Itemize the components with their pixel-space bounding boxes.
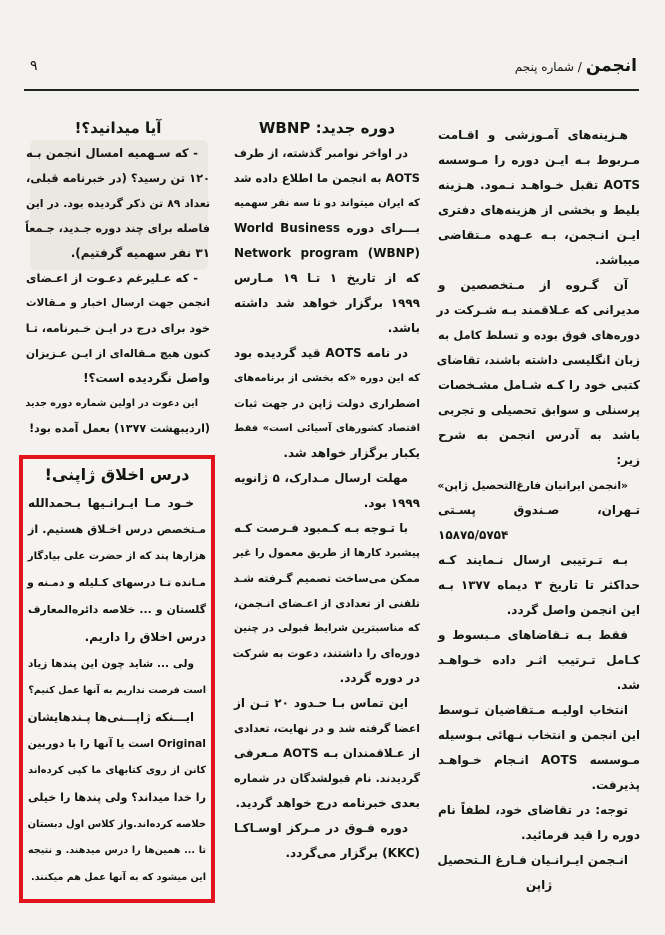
text-line: AOTS به انجمن ما اطلاع داده شد: [233, 171, 420, 185]
text-line: زیر:: [616, 453, 640, 467]
text-line: ۱۹۹۹ بود.: [363, 496, 420, 510]
newsletter-title: انجمن: [585, 56, 637, 76]
text-line: مـتخصص درس اخـلاق هستیم. از: [28, 522, 206, 536]
text-line: آن گـروه از مـتخصصین و: [438, 278, 628, 292]
newsletter-header: [515, 56, 637, 76]
text-line: کنون هیچ مـقاله‌ای از ایـن عـزیزان: [25, 347, 210, 360]
text-line: این دعوت در اولین شماره دوره جدید: [25, 398, 198, 409]
paragraph: [234, 516, 420, 691]
text-line: ژاپن: [525, 878, 553, 892]
paragraph: [438, 798, 640, 848]
text-line: بـــرای دوره World Business: [234, 221, 420, 235]
paragraph: [26, 141, 210, 266]
text-line: که مناسبترین شرایط قبولی در چنین: [234, 623, 420, 634]
text-line: درس اخلاق را داریم.: [84, 629, 206, 644]
text-line: ایـــنکه ژاپـــنی‌ها پـندهایشان: [27, 710, 194, 725]
text-line: گلستان و ... خلاصه دائره‌المعارف: [28, 603, 206, 617]
text-line: انتخاب اولیـه مـتقاضیان تـوسط: [438, 703, 628, 717]
text-line: زبان انگلیسی داشته باشند، تقاضای: [436, 353, 640, 367]
text-line: تـهران، صـندوق پسـتی: [438, 503, 640, 517]
text-line: با تـوجه بـه کـمبود فـرصت کـه: [234, 521, 408, 535]
article-did-you-know: [26, 115, 210, 441]
text-line: انجمن جهت ارسال اخبار و مـقالات: [26, 297, 210, 309]
text-line: کتبی خود را کـه شـامل مشـخصات: [438, 378, 640, 392]
paragraph: [438, 623, 640, 698]
text-line: ممکن می‌ساخت تصمیم گـرفته شـد: [233, 572, 420, 585]
paragraph: [438, 848, 640, 898]
text-line: پیشبرد کارها از طریق معمول را غیر: [233, 547, 420, 559]
text-line: فقط بـه تـقاضاهای مـبسوط و: [438, 628, 628, 642]
paragraph: [234, 466, 420, 516]
text-line: در دوره گردد.: [339, 671, 420, 685]
text-line: هـزینه‌های آمـوزشی و اقـامت: [438, 128, 628, 142]
text-line: کـامل تـرتیب اثـر داده خـواهـد: [438, 653, 640, 667]
text-line: مـوسسه AOTS انـجام خـواهـد: [438, 753, 640, 767]
text-line: میباشد.: [594, 253, 640, 267]
text-line: که از تاریخ ۱ تـا ۱۹ مـارس: [234, 271, 420, 285]
article-title: درس اخلاق ژاپنی!: [44, 465, 190, 484]
text-line: فاصله برای چند دوره جـدید، جـمعاً: [25, 222, 210, 235]
text-line: خـود مـا ایـرانـیها بـحمدالله: [28, 496, 194, 510]
paragraph: [438, 473, 640, 548]
text-line: از عـلاقمندان بـه AOTS مـعرفی: [234, 746, 420, 760]
paragraph: [26, 391, 210, 441]
paragraph: [438, 273, 640, 473]
text-line: (اردیبهشت ۱۳۷۷) بعمل آمده بود!: [29, 422, 210, 435]
paragraph: [234, 341, 420, 466]
text-line: دوره را قید فرمائید.: [520, 828, 640, 842]
text-line: ایـن انـجمن، بـه عـهده مـتقاضی: [438, 228, 640, 242]
article-applications: [438, 123, 640, 898]
text-line: انـجمن ایـرانـیان فـارغ الـتحصیل: [437, 853, 628, 867]
text-line: باشد به آدرس انجمن به شرح: [438, 428, 640, 442]
paragraph: [26, 266, 210, 391]
text-line: یکبار برگزار خواهد شد.: [283, 446, 420, 460]
paragraph: [28, 490, 206, 651]
paragraph: [234, 141, 420, 341]
text-line: خلاصه کرده‌اند.واز کلاس اول دبستان: [27, 818, 206, 830]
text-line: شد.: [616, 678, 640, 692]
text-line: «انجمن ایرانیان فارغ‌التحصیل ژاپن»: [437, 479, 628, 492]
text-line: که ایران میتواند دو تا سه نفر سهمیه: [234, 198, 420, 209]
page-number: ۹: [30, 58, 38, 74]
text-line: اضطراری دولت ژاپن در جهت ثبات: [234, 397, 420, 410]
text-line: است فرصت نداریم به آنها عمل کنیم؟: [28, 684, 206, 696]
text-line: پرسنلی و سوابق تحصیلی و تجربی: [438, 403, 640, 417]
text-line: باشد.: [387, 321, 420, 335]
text-line: اعضا گرفته شد و در نهایت، تعدادی: [234, 722, 420, 735]
article-title: آیا میدانید؟!: [74, 119, 162, 137]
text-line: ۱۲۰ تن رسید؟ (در خبرنامه قبلی،: [26, 171, 210, 185]
paragraph: [234, 691, 420, 816]
text-line: این انجمن واصل گردد.: [506, 603, 640, 617]
text-line: بـه تـرتیبی ارسال نـمایند کـه: [438, 553, 628, 567]
text-line: اقتصاد کشورهای آسیائی است» فقط: [234, 423, 420, 434]
text-line: Original است یا آنها را با دوربین: [27, 737, 206, 751]
text-line: - که سـهمیه امسال انجمن بـه: [26, 146, 198, 160]
text-line: در نامه AOTS قید گردیده بود: [234, 346, 409, 360]
text-line: مـانده تـا درسهای کـلیله و دمـنه و: [27, 576, 206, 590]
text-line: مدیرانی که عـلاقمند بـه شـرکت در: [436, 303, 640, 317]
text-line: دوره‌های فوق بوده و تسلط کامل به: [438, 328, 640, 342]
paragraph: [438, 123, 640, 273]
text-line: هزارها پند که از حضرت علی بیادگار: [27, 550, 206, 562]
text-line: ۱۵۸۷۵/۵۷۵۴: [438, 528, 509, 542]
text-line: ولی ... شاید چون این پندها زیاد: [28, 657, 194, 670]
text-line: Network program (WBNP): [234, 246, 420, 260]
text-line: حداکثر تا تاریخ ۳ دیماه ۱۳۷۷ بـه: [438, 578, 641, 592]
text-line: را خدا میداند؟ ولی پندها را خیلی: [28, 790, 206, 804]
text-line: کانن از روی کتابهای ما کپی کرده‌اند: [28, 764, 206, 776]
text-line: این میشود که به آنها عمل هم میکنند.: [31, 872, 206, 884]
text-line: گردیدند. نام قبولشدگان در شماره: [234, 772, 420, 785]
text-line: در اواخر نوامبر گذشته، از طرف: [234, 147, 408, 160]
text-line: این انجمن و انتخاب نـهائی بـوسیله: [438, 728, 640, 742]
paragraph: [28, 704, 206, 892]
text-line: واصل نگردیده است؟!: [83, 371, 210, 385]
issue-label: / شماره پنجم: [514, 60, 582, 74]
text-line: خود برای درج در ایـن خـبرنامه، تـا: [25, 322, 210, 335]
text-line: این تماس بـا حـدود ۲۰ تـن از: [234, 696, 408, 710]
text-line: - که عـلیرغم دعـوت از اعـضای: [26, 271, 198, 285]
header-divider: [24, 89, 639, 91]
text-line: پذیرفت.: [591, 778, 640, 792]
paragraph: [438, 698, 640, 798]
text-line: تعداد ۸۹ تن ذکر گردیده بود. در این: [26, 197, 210, 210]
paragraph: [234, 816, 420, 866]
text-line: مـربوط بـه ایـن دوره را مـوسسه: [438, 153, 640, 167]
text-line: دوره‌ای را داشتند، دعوت به شرکت: [232, 647, 420, 660]
text-line: تا ... همین‌ها را درس میدهند. و نتیجه: [28, 845, 206, 857]
text-line: بلیط و بخشی از هزینه‌های دفتری: [438, 203, 640, 217]
article-title: دوره جدید: WBNP: [258, 119, 396, 137]
text-line: ۳۱ نفر سهمیه گرفتیم).: [70, 246, 210, 260]
text-line: ۱۹۹۹ برگزار خواهد شد داشته: [234, 296, 420, 310]
text-line: AOTS تقبل خـواهـد نـمود. هـزینه: [438, 178, 640, 192]
article-japanese-ethics: [28, 460, 206, 892]
article-new-course-wbnp: [234, 115, 420, 866]
text-line: دوره فـوق در مـرکز اوسـاکـا: [234, 821, 408, 835]
text-line: که این دوره «که بخشی از برنامه‌های: [234, 373, 420, 384]
text-line: بعدی خبرنامه درج خواهد گردید.: [235, 796, 420, 810]
paragraph: [28, 651, 206, 705]
text-line: تلفنی از تعدادی از اعـضای انـجمن،: [234, 597, 420, 610]
text-line: (KKC) برگزار می‌گردد.: [285, 846, 420, 860]
text-line: توجه: در تقاضای خود، لطفاً نام: [438, 803, 628, 817]
paragraph: [438, 548, 640, 623]
text-line: مهلت ارسال مـدارک، ۵ ژانویه: [234, 471, 408, 485]
